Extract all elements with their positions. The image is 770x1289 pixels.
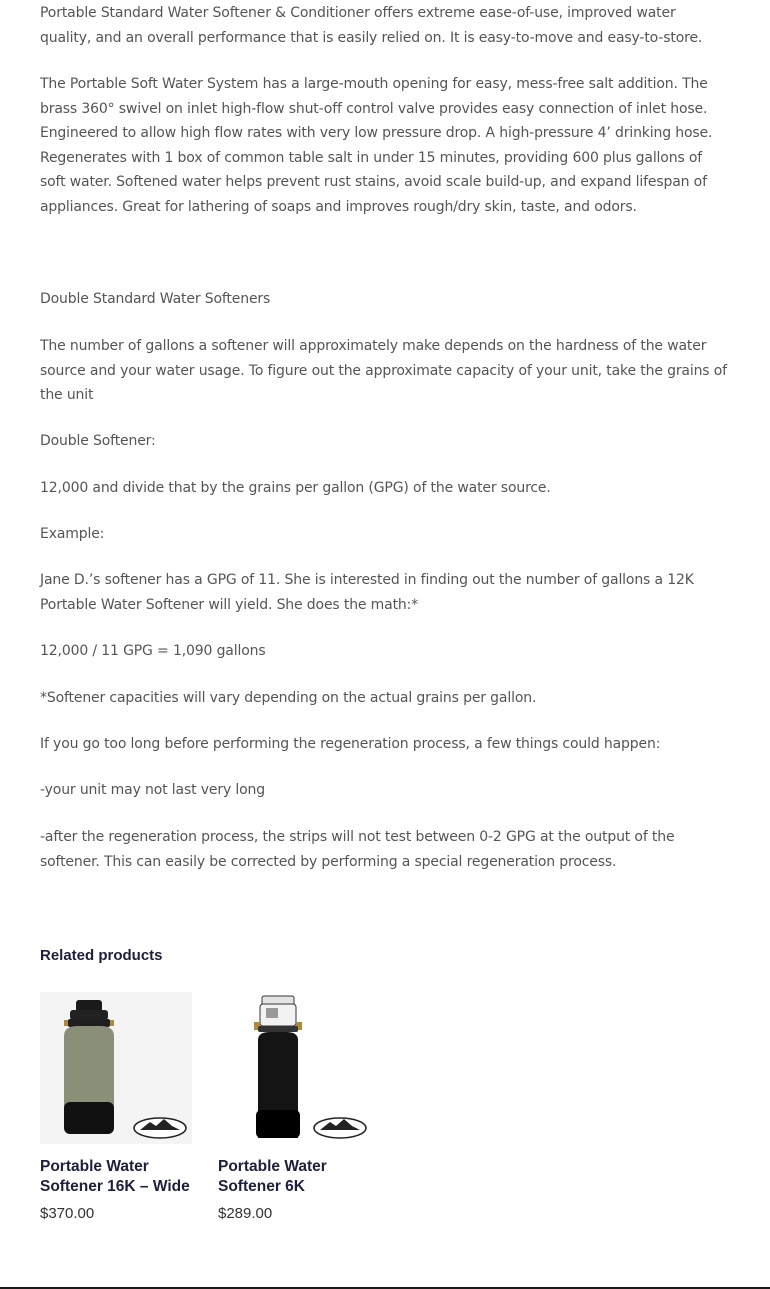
description-paragraph: 12,000 / 11 GPG = 1,090 gallons: [40, 643, 266, 659]
related-product-card[interactable]: [218, 992, 370, 1222]
product-image[interactable]: [40, 992, 192, 1144]
product-image[interactable]: [218, 992, 370, 1144]
description-paragraph: 12,000 and divide that by the grains per gallon (GPG) of the water source.: [40, 480, 551, 496]
description-paragraph: -after the regeneration process, the strips will not test between 0-2 GPG at the output of the softener. This can easily be corrected by performing a special regeneration process.: [40, 829, 675, 870]
description-paragraph: If you go too long before performing the regeneration process, a few things could happen:: [40, 736, 661, 752]
description-paragraph: The Portable Soft Water System has a large-mouth opening for easy, mess-free salt addition. The brass 360° swivel on inlet high-flow shut-off control valve provides easy connection of inlet hose. Engineered to allow high flow rates with very low pressure drop. A high-pressure 4’ drinking hose. Regenerates with 1 box of common table salt in under 15 minutes, providing 600 plus gallons of soft water. Softened water helps prevent rust stains, avoid scale build-up, and expand lifespan of appliances. Great for lathering of soaps and improves rough/dry skin, taste, and odors.: [40, 76, 713, 215]
related-products-heading: Related products: [40, 947, 163, 964]
description-paragraph: The number of gallons a softener will approximately make depends on the hardness of the water source and your water usage. To figure out the approximate capacity of your unit, take the grains of the unit: [40, 338, 727, 404]
product-price: $289.00: [218, 1205, 273, 1222]
description-subheading: Double Standard Water Softeners: [40, 291, 271, 307]
product-price: $370.00: [40, 1205, 95, 1222]
description-paragraph: Jane D.’s softener has a GPG of 11. She is interested in finding out the number of gallons a 12K Portable Water Softener will yield. She does the math:*: [40, 572, 694, 613]
product-name-link[interactable]: Portable Water Softener 16K – Wide: [40, 1158, 190, 1195]
description-paragraph: Portable Standard Water Softener & Conditioner offers extreme ease-of-use, improved water quality, and an overall performance that is easily relied on. It is easy-to-move and easy-to-store.: [40, 5, 703, 46]
description-paragraph: *Softener capacities will vary depending on the actual grains per gallon.: [40, 690, 537, 706]
description-paragraph: -your unit may not last very long: [40, 782, 265, 798]
product-name-link[interactable]: Portable Water Softener 6K: [218, 1158, 327, 1195]
water-softener-tank-image: [40, 992, 192, 1144]
description-paragraph: Double Softener:: [40, 433, 156, 449]
tank-body: [64, 1026, 114, 1108]
water-softener-tank-image: [218, 992, 370, 1144]
description-paragraph: Example:: [40, 526, 105, 542]
related-product-card[interactable]: [40, 992, 192, 1222]
